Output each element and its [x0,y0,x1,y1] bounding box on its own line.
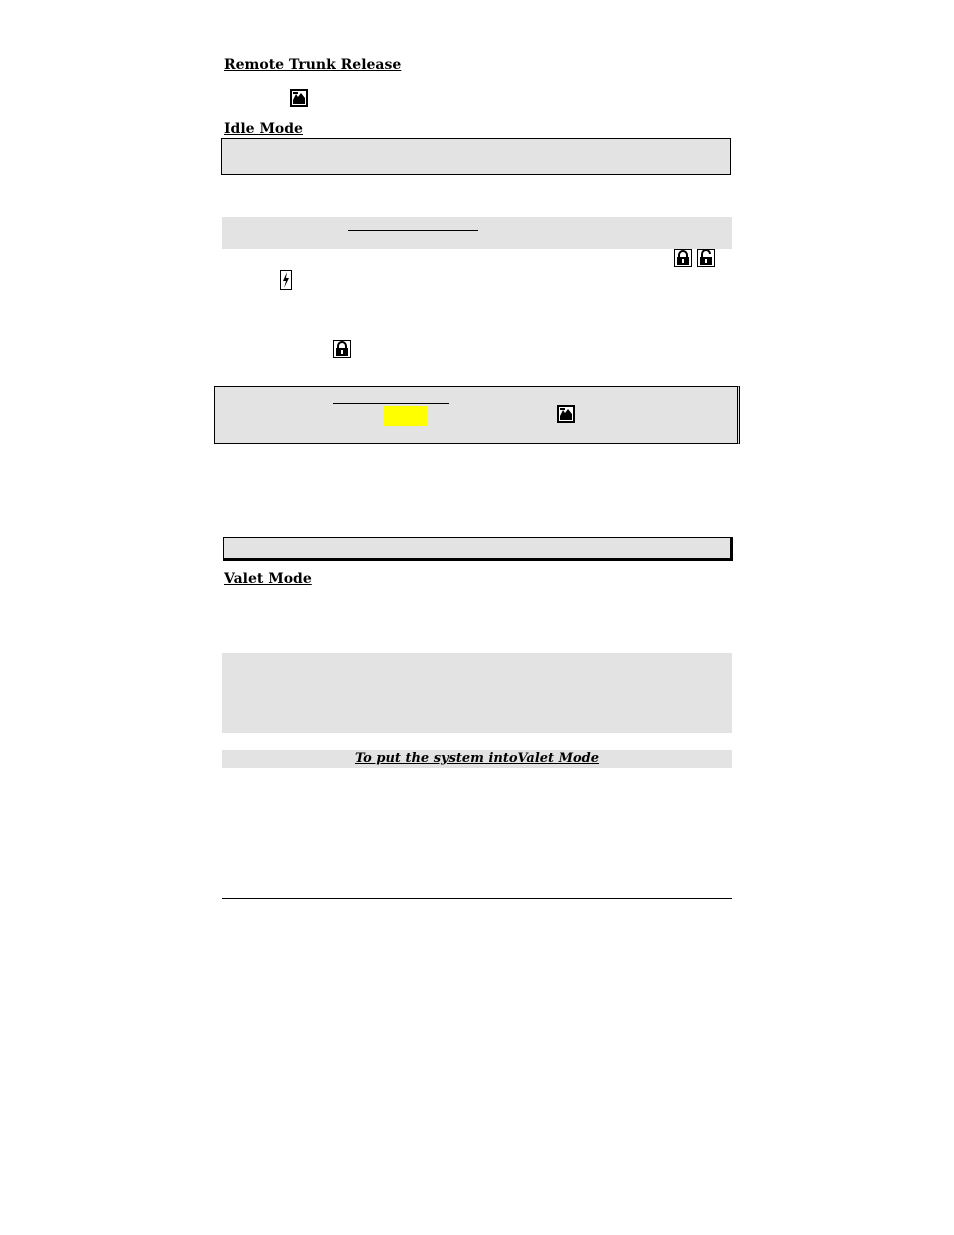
valet-mode-procedure-title: To put the system intoValet Mode [355,751,599,766]
lightning-icon [280,270,292,290]
note-band-1 [222,217,732,249]
trunk-open-icon [290,89,308,107]
heading-remote-trunk-release: Remote Trunk Release [224,57,402,73]
bottom-rule [222,898,732,899]
unlock-icon [697,249,715,267]
valet-note-box [222,653,732,733]
idle-mode-note-box [221,138,731,175]
lock-icon [333,340,351,358]
heading-valet-mode: Valet Mode [224,571,312,587]
heading-idle-mode: Idle Mode [224,121,303,137]
separator-box [223,537,733,561]
trunk-open-icon [557,405,575,423]
trunk-note-box [214,386,740,444]
underline-rule-1 [348,230,478,231]
valet-title-band [222,750,732,768]
highlight-mark [384,406,428,426]
lock-icon [674,249,692,267]
underline-rule-2 [333,403,449,404]
